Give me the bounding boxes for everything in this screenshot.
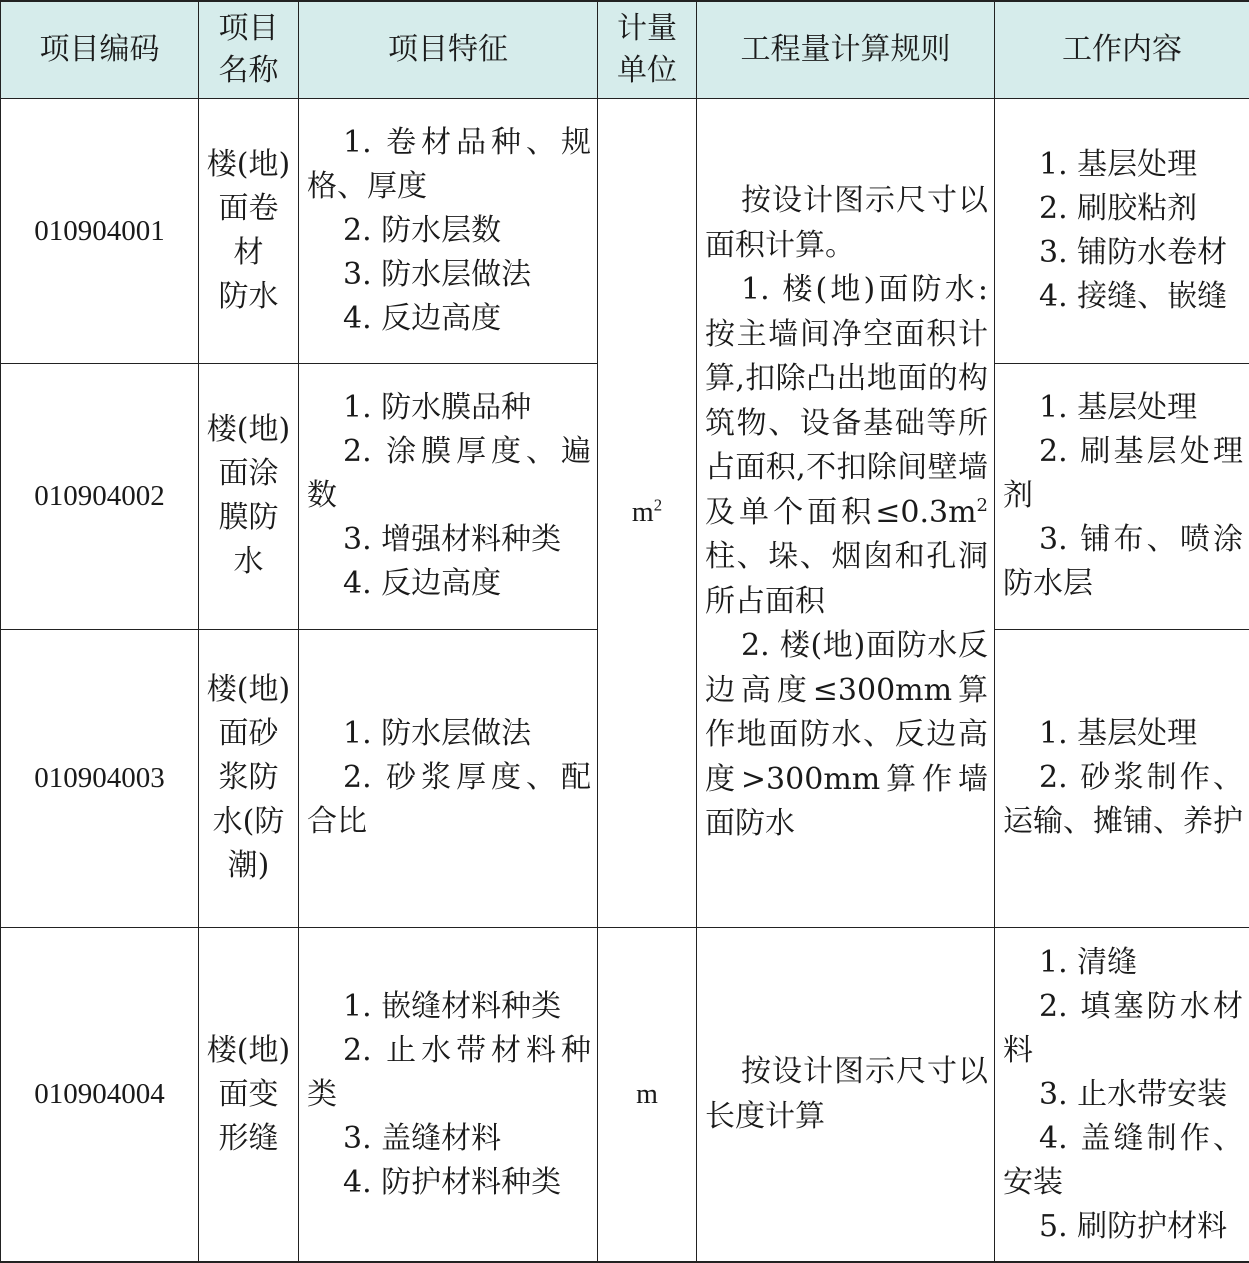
feature-item: 1. 防水层做法 [343, 716, 532, 752]
item-works [995, 928, 1249, 1262]
feature-item: 4. 反边高度 [343, 566, 502, 602]
item-code: 010904003 [1, 629, 199, 927]
rule-exponent: 2 [976, 494, 988, 516]
table-row [1, 928, 1249, 1262]
item-works [995, 629, 1249, 927]
item-name-line: 面涂 [218, 456, 279, 492]
header-rule: 工程量计算规则 [697, 1, 995, 99]
item-features [299, 99, 598, 364]
item-rule [697, 928, 995, 1262]
item-name-line: 楼(地) [206, 147, 291, 183]
work-item: 2. 刷胶粘剂 [1039, 191, 1198, 227]
item-works [995, 364, 1249, 629]
item-name-line: 楼(地) [206, 1032, 291, 1068]
unit-base: m [631, 497, 654, 529]
item-name-line: 水 [233, 544, 264, 580]
work-item: 5. 刷防护材料 [1039, 1208, 1228, 1244]
feature-item: 1. 嵌缝材料种类 [343, 988, 562, 1024]
item-unit: m [598, 928, 697, 1262]
work-item: 4. 盖缝制作、安装 [1003, 1120, 1243, 1200]
item-name-line: 膜防 [218, 500, 279, 536]
unit-exponent: 2 [653, 495, 663, 515]
work-item: 3. 铺防水卷材 [1039, 235, 1228, 271]
shared-rule [697, 99, 995, 928]
item-code: 010904001 [1, 99, 199, 364]
feature-item: 1. 防水膜品种 [343, 390, 532, 426]
work-item: 1. 基层处理 [1039, 716, 1198, 752]
work-item: 2. 刷基层处理剂 [1003, 434, 1243, 514]
item-name-line: 浆防 [218, 760, 279, 796]
feature-item: 4. 防护材料种类 [343, 1164, 562, 1200]
feature-item: 2. 止水带材料种类 [307, 1032, 591, 1112]
item-features [299, 629, 598, 927]
work-item: 3. 铺布、喷涂防水层 [1003, 522, 1243, 602]
item-name [199, 629, 299, 927]
rule-paragraph: 按设计图示尺寸以面积计算。 [705, 183, 988, 263]
item-works [995, 99, 1249, 364]
work-item: 3. 止水带安装 [1039, 1076, 1228, 1112]
header-work: 工作内容 [995, 1, 1249, 99]
header-unit-line: 计量 [617, 11, 677, 46]
header-unit-line: 单位 [617, 53, 677, 88]
header-name [199, 1, 299, 99]
item-name-line: 楼(地) [206, 672, 291, 708]
header-unit [598, 1, 697, 99]
rule-paragraph [705, 268, 988, 624]
rule-text: 1. 楼(地)面防水:按主墙间净空面积计算,扣除凸出地面的构筑物、设备基础等所占面积,不扣除间壁墙及单个面积≤0.3m [705, 272, 988, 530]
item-features [299, 364, 598, 629]
feature-item: 3. 盖缝材料 [343, 1120, 502, 1156]
item-features [299, 928, 598, 1262]
work-item: 4. 接缝、嵌缝 [1039, 279, 1228, 315]
header-name-line: 名称 [218, 53, 279, 88]
shared-unit [598, 99, 697, 928]
item-name-line: 材 [233, 235, 264, 271]
item-name-line: 面砂 [218, 716, 279, 752]
feature-item: 3. 防水层做法 [343, 257, 532, 293]
item-name-line: 水(防 [212, 804, 285, 840]
rule-paragraph: 2. 楼(地)面防水反边高度≤300mm算作地面防水、反边高度>300mm算作墙面防水 [705, 628, 988, 842]
item-name [199, 99, 299, 364]
item-name [199, 364, 299, 629]
item-name-line: 楼(地) [206, 412, 291, 448]
feature-item: 1. 卷材品种、规格、厚度 [307, 125, 591, 205]
table-row [1, 99, 1249, 364]
item-code: 010904002 [1, 364, 199, 629]
feature-item: 3. 增强材料种类 [343, 522, 562, 558]
item-name-line: 潮) [227, 848, 270, 884]
item-name-line: 防水 [218, 279, 279, 315]
feature-item: 2. 防水层数 [343, 213, 502, 249]
work-item: 1. 基层处理 [1039, 147, 1198, 183]
item-name-line: 形缝 [218, 1120, 279, 1156]
item-name-line: 面卷 [218, 191, 279, 227]
item-name-line: 面变 [218, 1076, 279, 1112]
feature-item: 2. 涂膜厚度、遍数 [307, 434, 591, 514]
header-code: 项目编码 [1, 1, 199, 99]
work-item: 2. 填塞防水材料 [1003, 988, 1243, 1068]
rule-text: 柱、垛、烟囱和孔洞所占面积 [705, 539, 988, 619]
item-code: 010904004 [1, 928, 199, 1262]
header-row [1, 1, 1249, 99]
work-item: 1. 基层处理 [1039, 390, 1198, 426]
header-name-line: 项目 [218, 11, 279, 46]
header-feature: 项目特征 [299, 1, 598, 99]
feature-item: 4. 反边高度 [343, 301, 502, 337]
work-item: 2. 砂浆制作、运输、摊铺、养护 [1003, 760, 1243, 840]
work-item: 1. 清缝 [1039, 944, 1138, 980]
item-name [199, 928, 299, 1262]
feature-item: 2. 砂浆厚度、配合比 [307, 760, 591, 840]
rule-paragraph: 按设计图示尺寸以长度计算 [705, 1054, 988, 1134]
